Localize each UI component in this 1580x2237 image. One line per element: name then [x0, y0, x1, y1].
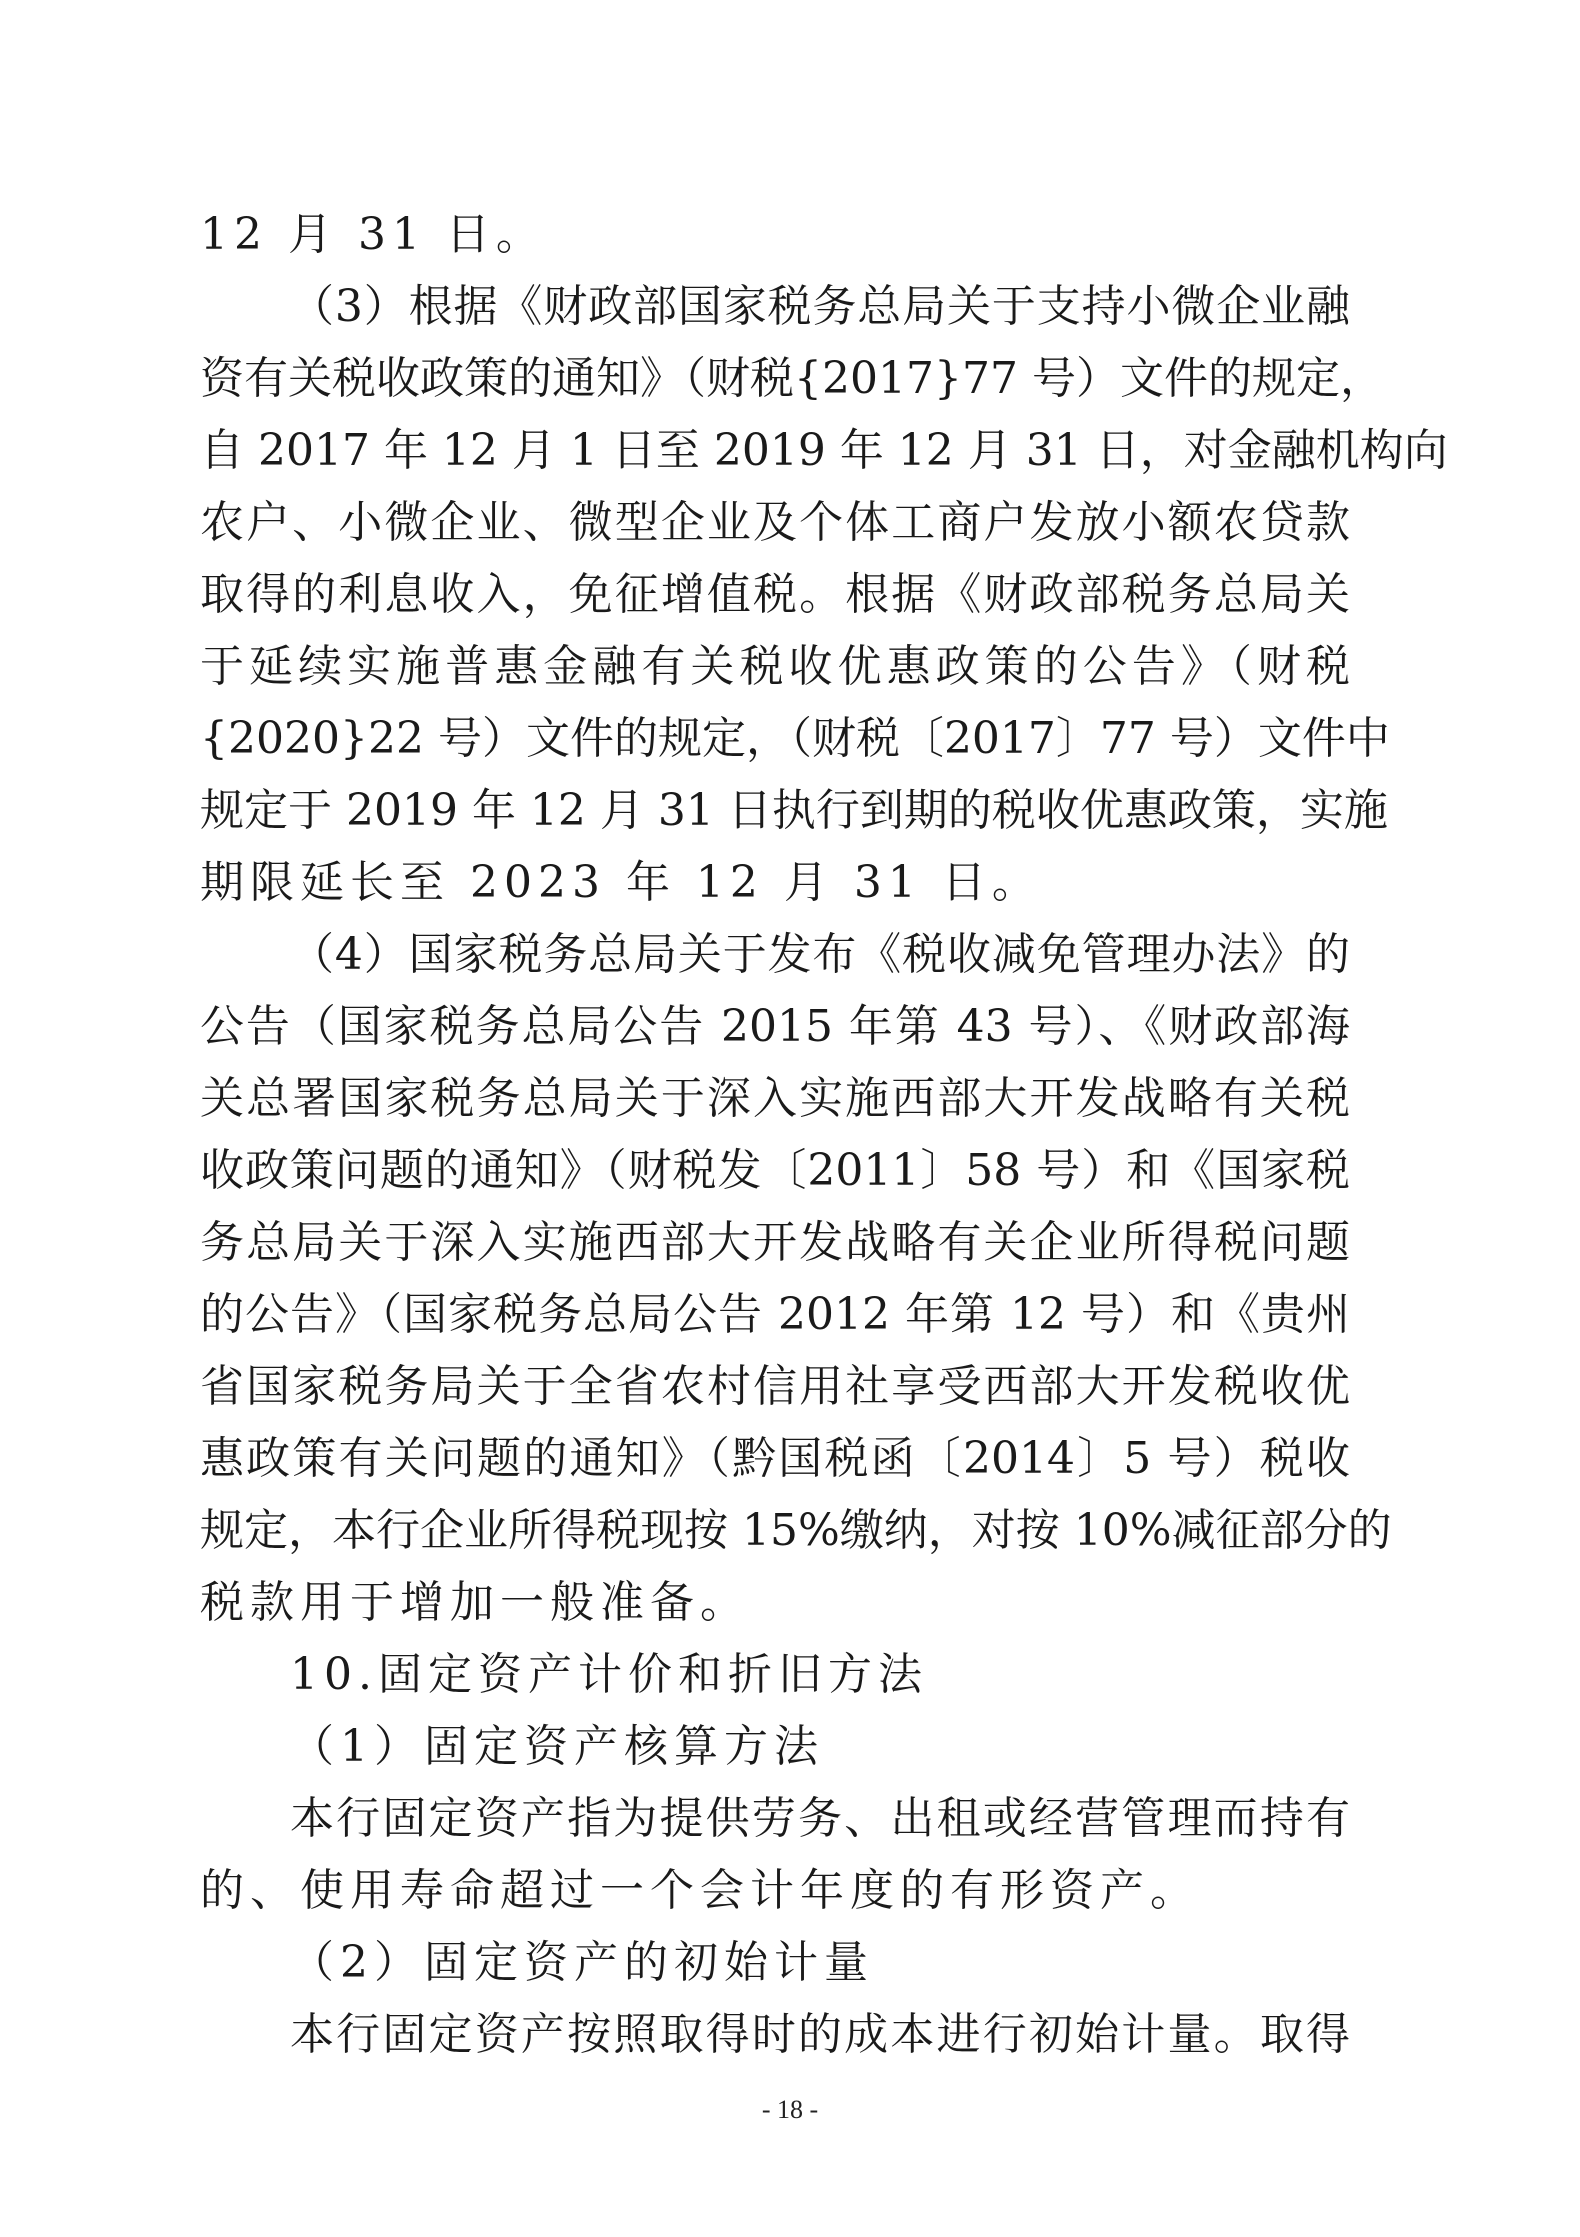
- text-line: （4）国家税务总局关于发布《税收减免管理办法》的: [290, 929, 1350, 980]
- text-line: 资有关税收政策的通知》（财税{2017}77 号）文件的规定，: [200, 353, 1384, 404]
- page-number: - 18 -: [761, 2095, 819, 2124]
- text-line: {2020}22 号）文件的规定，（财税〔2017〕77 号）文件中: [200, 713, 1390, 764]
- subsection-heading: （1）固定资产核算方法: [290, 1721, 824, 1772]
- text-line: 惠政策有关问题的通知》（黔国税函〔2014〕5 号）税收: [200, 1433, 1350, 1484]
- text-line: 规定于 2019 年 12 月 31 日执行到期的税收优惠政策，实施: [200, 785, 1388, 836]
- text-line: 关总署国家税务总局关于深入实施西部大开发战略有关税: [200, 1073, 1350, 1124]
- subsection-heading: （2）固定资产的初始计量: [290, 1937, 874, 1988]
- text-line: 的、使用寿命超过一个会计年度的有形资产。: [200, 1865, 1200, 1916]
- text-line: 务总局关于深入实施西部大开发战略有关企业所得税问题: [200, 1217, 1350, 1268]
- text-line: （3）根据《财政部国家税务总局关于支持小微企业融: [290, 281, 1350, 332]
- section-heading: 10.固定资产计价和折旧方法: [290, 1649, 928, 1700]
- text-line: 期限延长至 2023 年 12 月 31 日。: [200, 857, 1042, 908]
- text-line: 取得的利息收入，免征增值税。根据《财政部税务总局关: [200, 569, 1350, 620]
- text-line: 于延续实施普惠金融有关税收优惠政策的公告》（财税: [200, 641, 1350, 692]
- text-line: 公告（国家税务总局公告 2015 年第 43 号）、《财政部海: [200, 1001, 1350, 1052]
- text-line: 的公告》（国家税务总局公告 2012 年第 12 号）和《贵州: [200, 1289, 1350, 1340]
- text-line: 自 2017 年 12 月 1 日至 2019 年 12 月 31 日，对金融机构向: [200, 425, 1448, 476]
- text-line: 12 月 31 日。: [200, 209, 546, 260]
- text-line: 农户、小微企业、微型企业及个体工商户发放小额农贷款: [200, 497, 1350, 548]
- text-line: 本行固定资产指为提供劳务、出租或经营管理而持有: [290, 1793, 1350, 1844]
- text-line: 收政策问题的通知》（财税发〔2011〕58 号）和《国家税: [200, 1145, 1350, 1196]
- text-line: 本行固定资产按照取得时的成本进行初始计量。取得: [290, 2009, 1350, 2060]
- text-line: 规定，本行企业所得税现按 15%缴纳，对按 10%减征部分的: [200, 1505, 1392, 1556]
- text-line: 税款用于增加一般准备。: [200, 1577, 750, 1628]
- text-line: 省国家税务局关于全省农村信用社享受西部大开发税收优: [200, 1361, 1350, 1412]
